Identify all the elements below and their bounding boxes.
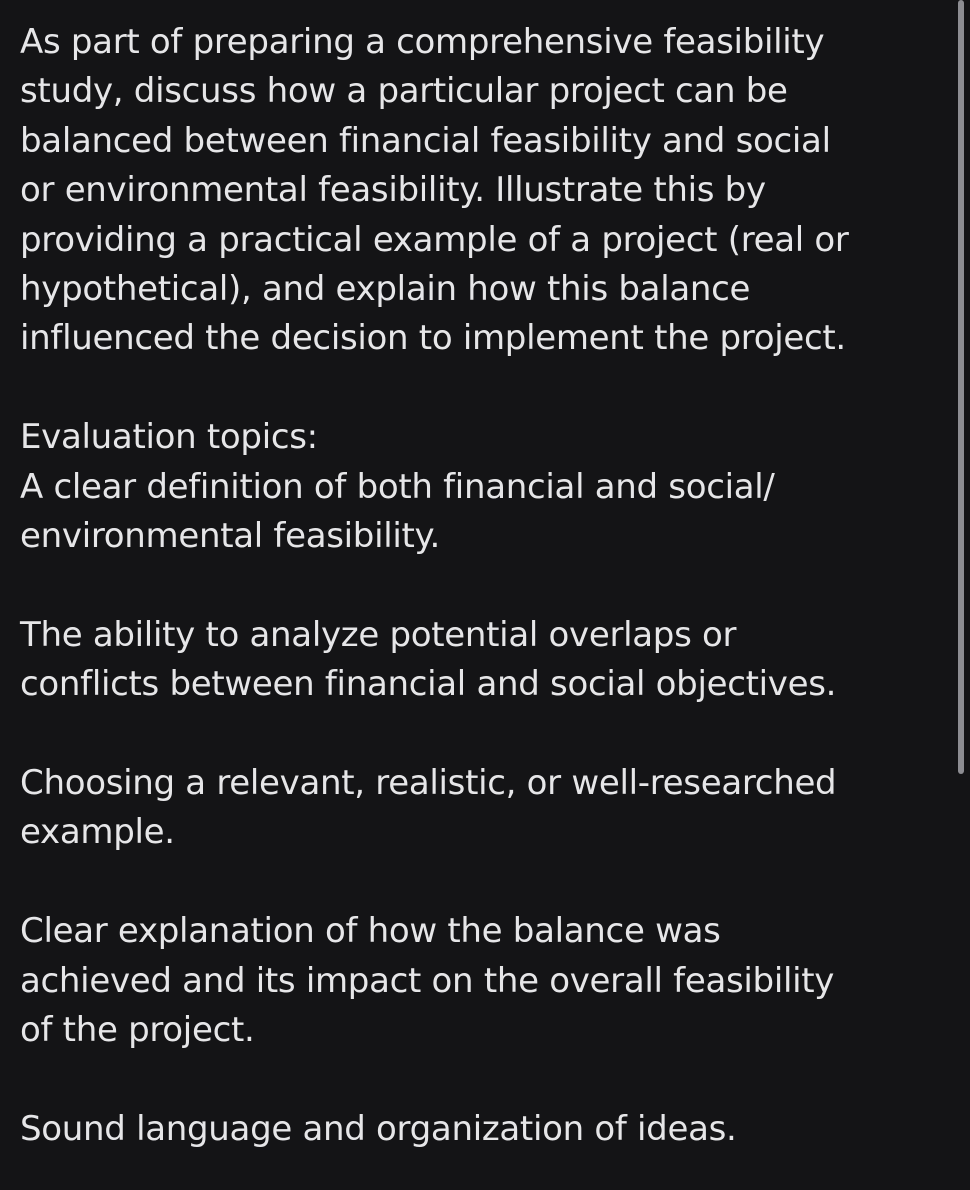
criterion-paragraph xyxy=(20,611,935,710)
criterion-paragraph xyxy=(20,1105,935,1154)
paragraph-gap xyxy=(20,1055,935,1104)
criterion-line: Sound language and organization of ideas. xyxy=(20,1108,737,1149)
prompt-line: study, discuss how a particular project can be xyxy=(20,71,788,112)
evaluation-heading: Evaluation topics: xyxy=(20,417,318,458)
criterion-line: Clear explanation of how the balance was xyxy=(20,911,721,952)
prompt-paragraph xyxy=(20,18,935,364)
criterion-line: Choosing a relevant, realistic, or well-researched xyxy=(20,763,837,804)
prompt-line: influenced the decision to implement the project. xyxy=(20,318,846,359)
prompt-line: providing a practical example of a project (real or xyxy=(20,219,849,260)
paragraph-gap xyxy=(20,710,935,759)
criterion-line: achieved and its impact on the overall feasibility xyxy=(20,960,835,1001)
prompt-line: As part of preparing a comprehensive feasibility xyxy=(20,22,825,62)
message-text xyxy=(20,18,935,1154)
scrollbar[interactable] xyxy=(958,0,964,1190)
criterion-line: example. xyxy=(20,812,175,853)
criterion-paragraph xyxy=(20,907,935,1055)
criterion-line: conflicts between financial and social objectives. xyxy=(20,664,837,705)
scrollbar-thumb[interactable] xyxy=(958,0,964,774)
criterion-paragraph xyxy=(20,759,935,858)
prompt-line: balanced between financial feasibility and social xyxy=(20,120,831,161)
paragraph-gap xyxy=(20,364,935,413)
criterion-line: The ability to analyze potential overlaps or xyxy=(20,614,737,655)
criterion-line: A clear definition of both financial and social/ xyxy=(20,466,775,507)
prompt-line: hypothetical), and explain how this balance xyxy=(20,269,751,310)
criterion-line: environmental feasibility. xyxy=(20,516,441,557)
paragraph-gap xyxy=(20,561,935,610)
criterion-line: of the project. xyxy=(20,1010,255,1051)
paragraph-gap xyxy=(20,858,935,907)
evaluation-section xyxy=(20,413,935,561)
prompt-line: or environmental feasibility. Illustrate this by xyxy=(20,170,766,211)
